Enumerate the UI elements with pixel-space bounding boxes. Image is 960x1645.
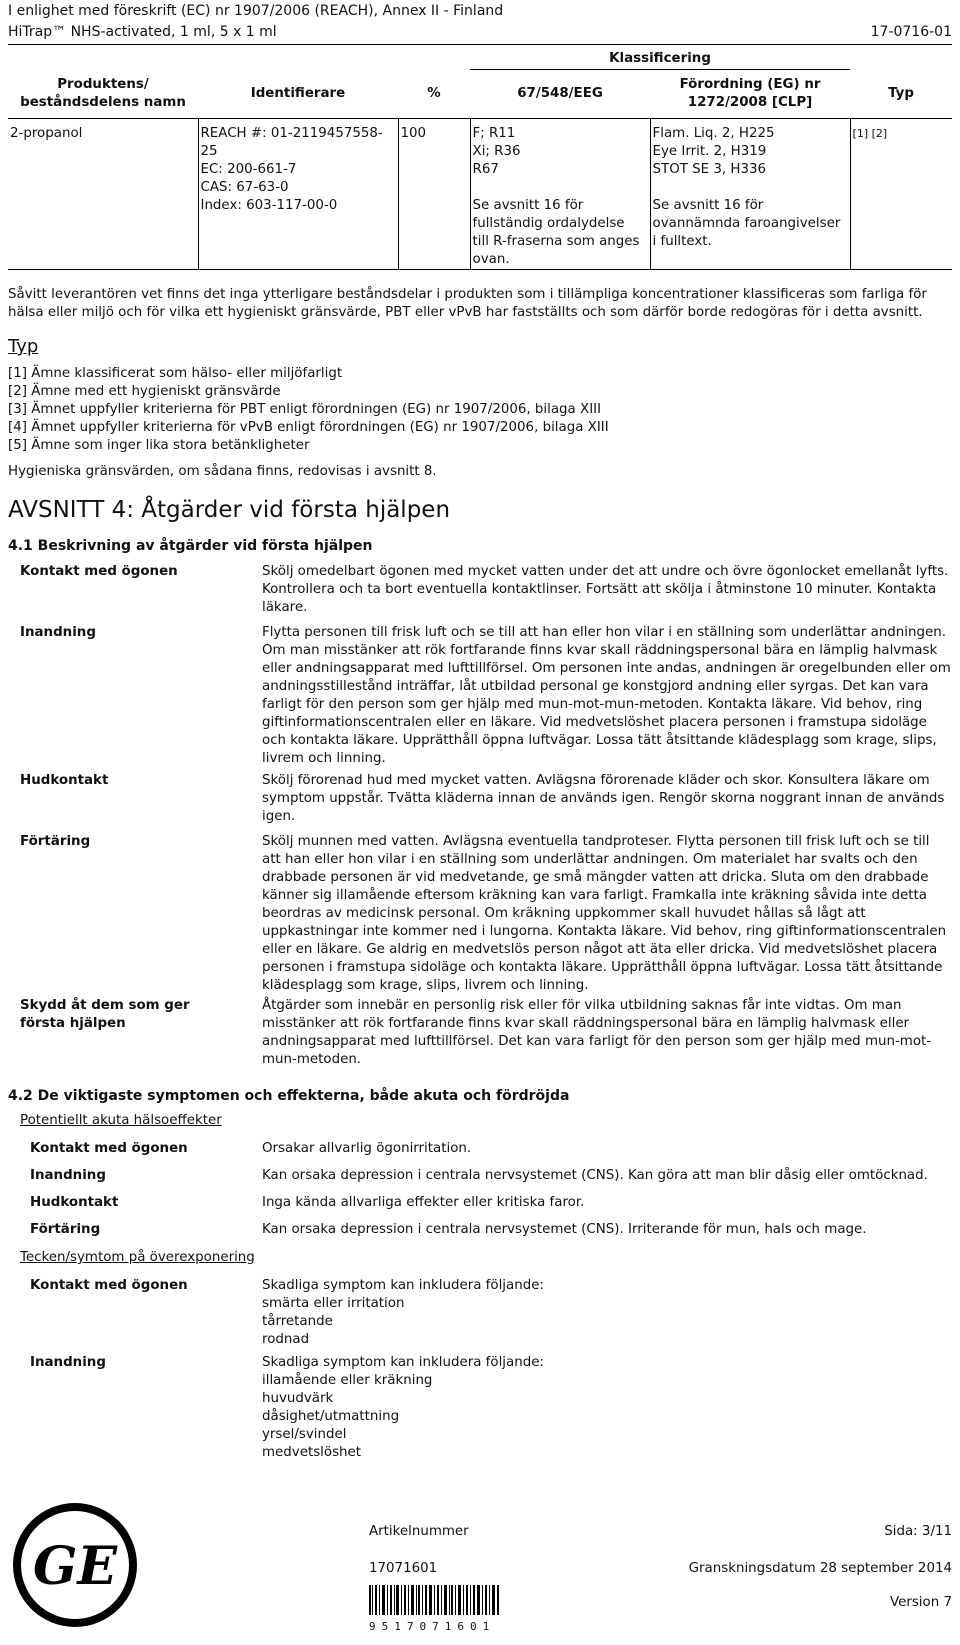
identifier-index: Index: 603-117-00-0: [200, 197, 338, 213]
list-item: illamående eller kräkning: [262, 1373, 433, 1388]
list-item: rodnad: [262, 1332, 310, 1347]
label-ingestion: Förtäring: [20, 834, 91, 849]
clp-note: Se avsnitt 16 för ovannämnda faroangivelser i fulltext.: [652, 197, 841, 249]
acute-effects-title: Potentiellt akuta hälsoeffekter: [20, 1113, 222, 1128]
document-number: 17-0716-01: [870, 24, 952, 40]
list-item: dåsighet/utmattning: [262, 1409, 400, 1424]
label-skin-contact: Hudkontakt: [20, 773, 109, 788]
over-label-eye: Kontakt med ögonen: [30, 1278, 188, 1293]
clp-line: Flam. Liq. 2, H225: [652, 125, 775, 141]
text-first-aider-protection: Åtgärder som innebär en personlig risk eller för vilka utbildning saknas får inte vidtas. Om man misstänker att rök fortfarande finns kvar skall räddningspersonal bära en lämplig halvmask eller andningsapparat med lufttillförsel. Det kan vara farligt för den person som ger hjälp med mun-mot-mun-metoden.: [262, 998, 932, 1067]
list-item: medvetslöshet: [262, 1445, 362, 1460]
product-name: HiTrap™ NHS-activated, 1 ml, 5 x 1 ml: [8, 24, 277, 40]
label-eye-contact: Kontakt med ögonen: [20, 564, 178, 579]
list-item: Skadliga symptom kan inkludera följande:: [262, 1278, 544, 1293]
version-number: Version 7: [889, 1595, 952, 1610]
acute-text-ingestion: Kan orsaka depression i centrala nervsystemet (CNS). Irriterande för mun, hals och mage.: [262, 1222, 867, 1237]
review-date: Granskningsdatum 28 september 2014: [688, 1561, 952, 1576]
clp-line: Eye Irrit. 2, H319: [652, 143, 767, 159]
subsection-4-1-title: 4.1 Beskrivning av åtgärder vid första hjälpen: [8, 538, 373, 554]
identifier-ec: EC: 200-661-7: [200, 161, 297, 177]
eeg-classification: [470, 118, 650, 269]
svg-text:GE: GE: [32, 1536, 118, 1597]
intro-paragraph: Såvitt leverantören vet finns det inga ytterligare beståndsdelar i produkten som i tillämpliga koncentrationer klassificeras som farliga för hälsa eller miljö och för vilka ett hygieniskt gränsvärde, PBT eller vPvB har fastställts och som därför borde redogöras för i detta avsnitt.: [8, 287, 927, 320]
over-label-inhalation: Inandning: [30, 1355, 106, 1370]
list-item: [1] Ämne klassificerat som hälso- eller miljöfarligt: [8, 366, 343, 381]
eeg-line: Xi; R36: [472, 143, 521, 159]
list-item: Skadliga symptom kan inkludera följande:: [262, 1355, 544, 1370]
acute-text-eye: Orsakar allvarlig ögonirritation.: [262, 1141, 472, 1156]
identifier-cas: CAS: 67-63-0: [200, 179, 289, 195]
text-skin-contact: Skölj förorenad hud med mycket vatten. Avlägsna förorenade kläder och skor. Konsultera läkare om symptom uppstår. Tvätta kläderna innan de används igen. Rengör skorna noggrant innan de används igen.: [262, 773, 945, 824]
composition-table: [8, 48, 952, 270]
substance-name: 2-propanol: [8, 118, 198, 269]
type-legend-list: [8, 365, 952, 455]
page-number: Sida: 3/11: [884, 1524, 952, 1539]
acute-label-skin: Hudkontakt: [30, 1195, 119, 1210]
ge-logo-icon: [10, 1500, 140, 1630]
type-legend-title: Typ: [8, 336, 39, 357]
percent-value: 100: [398, 118, 470, 269]
acute-label-eye: Kontakt med ögonen: [30, 1141, 188, 1156]
barcode-number: 9517071601: [369, 1620, 496, 1633]
eeg-note: Se avsnitt 16 för fullständig ordalydelse till R-fraserna som anges ovan.: [472, 197, 640, 267]
list-item: yrsel/svindel: [262, 1427, 347, 1442]
list-item: huvudvärk: [262, 1391, 334, 1406]
header-divider: [8, 44, 952, 45]
overexposure-title: Tecken/symtom på överexponering: [20, 1250, 255, 1265]
acute-label-ingestion: Förtäring: [30, 1222, 101, 1237]
table-row: [8, 118, 952, 269]
text-inhalation: Flytta personen till frisk luft och se till att han eller hon vilar i en ställning som underlättar andningen. Om man misstänker att rök fortfarande finns kvar skall räddningspersonal bära en lämplig halvmask eller andningsapparat med lufttillförsel. Om personen inte andas, andningen är oregelbunden eller om andningsstillestånd inträffar, låt utbildad personal ge konstgjord andning eller syrgas. Det kan vara farligt för den person som ger hjälp med mun-mot-mun-metoden. Kontakta läkare. Vid behov, ring giftinformationscentralen eller en läkare. Vid medvetslöshet placera personen i framstupa sidoläge och kontakta läkare. Upprätthåll öppna luftvägar. Lossa tätt åtsittande klädesplagg som krage, slips, livrem och linning.: [262, 625, 951, 766]
barcode-icon: [369, 1585, 499, 1615]
over-list-inhalation: [262, 1354, 952, 1462]
eeg-line: F; R11: [472, 125, 516, 141]
text-eye-contact: Skölj omedelbart ögonen med mycket vatten under det att undre och övre ögonlocket emellanåt lyfts. Kontrollera och ta bort eventuella kontaktlinser. Fortsätt att skölja i åtminstone 10 minuter. Kontakta läkare.: [262, 564, 949, 615]
hygiene-note: Hygieniska gränsvärden, om sådana finns, redovisas i avsnitt 8.: [8, 464, 437, 479]
list-item: [4] Ämnet uppfyller kriterierna för vPvB enligt förordningen (EG) nr 1907/2006, bilaga XIII: [8, 420, 609, 435]
type-value: [1] [2]: [850, 118, 952, 269]
list-item: [3] Ämnet uppfyller kriterierna för PBT enligt förordningen (EG) nr 1907/2006, bilaga XIII: [8, 402, 602, 417]
list-item: tårretande: [262, 1314, 333, 1329]
col-header-percent: %: [398, 70, 470, 119]
list-item: [5] Ämne som inger lika stora betänkligheter: [8, 438, 310, 453]
acute-text-inhalation: Kan orsaka depression i centrala nervsystemet (CNS). Kan göra att man blir dåsig eller omtöcknad.: [262, 1168, 928, 1183]
identifier-reach: REACH #: 01-2119457558-25: [200, 125, 383, 159]
label-first-aider-protection: Skydd åt dem som ger första hjälpen: [20, 998, 190, 1031]
clp-classification: [650, 118, 850, 269]
list-item: smärta eller irritation: [262, 1296, 405, 1311]
subsection-4-2-title: 4.2 De viktigaste symptomen och effekterna, både akuta och fördröjda: [8, 1088, 570, 1104]
over-list-eye: [262, 1277, 952, 1349]
acute-label-inhalation: Inandning: [30, 1168, 106, 1183]
col-header-identifier: Identifierare: [198, 70, 398, 119]
col-header-name: Produktens/ beståndsdelens namn: [8, 70, 198, 119]
text-ingestion: Skölj munnen med vatten. Avlägsna eventuella tandproteser. Flytta personen till frisk luft och se till att han eller hon vilar i en ställning som underlättar andningen. Om materialet har svalts och den drabbade personen är vid medvetande, ge små mängder vatten att dricka. Sluta om den drabbade känner sig illamående eftersom kräkning kan vara farligt. Framkalla inte kräkning såvida inte detta beordras av medicinsk personal. Om kräkning uppkommer skall huvudet hållas så lågt att uppkastningar inte kommer ned i lungorna. Kontakta läkare. Vid behov, ring giftinformationscentralen eller en läkare. Ge aldrig en medvetslös person något att äta eller dricka. Vid medvetslöshet placera personen i framstupa sidoläge och kontakta läkare. Upprätthåll öppna luftvägar. Lossa tätt åtsittande klädesplagg som krage, slips, livrem och linning.: [262, 834, 947, 993]
clp-line: STOT SE 3, H336: [652, 161, 767, 177]
section-4-title: AVSNITT 4: Åtgärder vid första hjälpen: [8, 497, 451, 523]
col-header-clp: Förordning (EG) nr 1272/2008 [CLP]: [650, 70, 850, 119]
article-number-label: Artikelnummer: [369, 1524, 469, 1539]
article-number: 17071601: [369, 1561, 438, 1576]
col-header-eeg: 67/548/EEG: [470, 70, 650, 119]
classification-header: Klassificering: [470, 48, 850, 70]
label-inhalation: Inandning: [20, 625, 96, 640]
acute-text-skin: Inga kända allvarliga effekter eller kritiska faror.: [262, 1195, 585, 1210]
identifiers: [198, 118, 398, 269]
eeg-line: R67: [472, 161, 499, 177]
col-header-type: Typ: [850, 70, 952, 119]
regulation-line: I enlighet med föreskrift (EC) nr 1907/2006 (REACH), Annex II - Finland: [8, 3, 504, 19]
list-item: [2] Ämne med ett hygieniskt gränsvärde: [8, 384, 281, 399]
